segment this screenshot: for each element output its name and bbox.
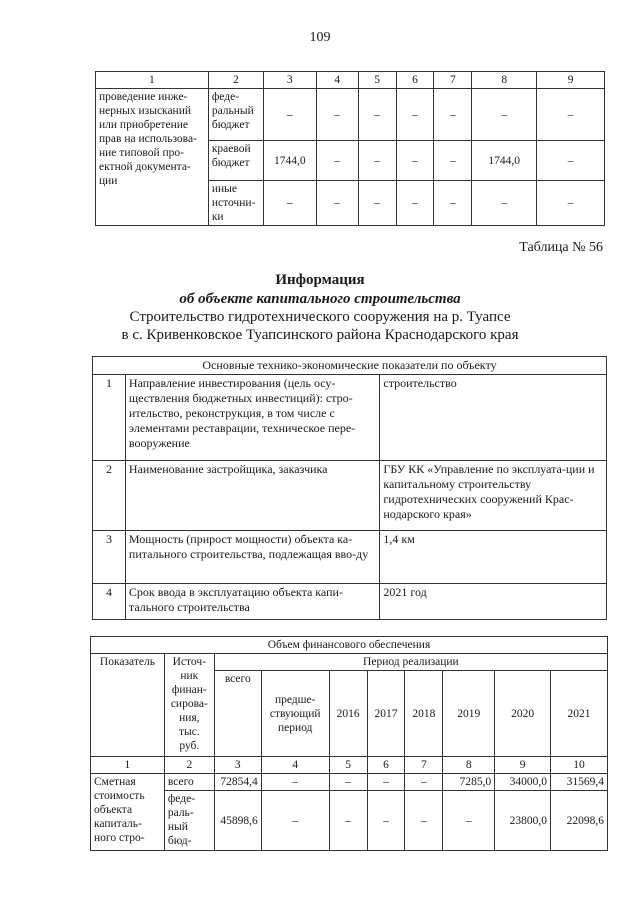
finance-cell: – (405, 791, 443, 851)
finance-num: 8 (443, 757, 495, 774)
finance-col-year: 2018 (405, 671, 443, 757)
finance-col-year: 2019 (443, 671, 495, 757)
top-source-other: иные источни-ки (208, 181, 263, 226)
finance-source-total: всего (164, 774, 214, 791)
finance-cell: – (329, 791, 367, 851)
top-cell: – (396, 89, 434, 141)
top-source-federal: феде-ральный бюджет (208, 89, 263, 141)
finance-cell: 22098,6 (551, 791, 608, 851)
indicator-label: Срок ввода в эксплуатацию объекта капи-тального строительства (125, 584, 379, 620)
indicator-num: 2 (93, 461, 126, 531)
finance-cell: 31569,4 (551, 774, 608, 791)
top-cell: – (263, 89, 316, 141)
finance-col-year: 2016 (329, 671, 367, 757)
top-cell: – (537, 89, 605, 141)
top-header-7: 7 (434, 72, 472, 89)
indicator-num: 1 (93, 375, 126, 461)
top-cell: – (537, 181, 605, 226)
top-cell: – (358, 141, 396, 181)
heading-subtitle: об объекте капитального строительства (179, 291, 461, 307)
top-header-6: 6 (396, 72, 434, 89)
finance-cell: 7285,0 (443, 774, 495, 791)
indicators-title: Основные технико-экономические показатели по объекту (93, 357, 607, 375)
finance-cell: 45898,6 (214, 791, 261, 851)
top-cell: 1744,0 (472, 141, 537, 181)
finance-col-period: Период реализации (214, 654, 607, 671)
finance-cell: – (329, 774, 367, 791)
indicator-value: 1,4 км (380, 531, 607, 584)
indicator-label: Наименование застройщика, заказчика (125, 461, 379, 531)
top-header-5: 5 (358, 72, 396, 89)
heading-object-line1: Строительство гидротехнического сооружения на р. Туапсе (129, 309, 511, 325)
finance-cell: – (261, 774, 329, 791)
heading-object-line2: в с. Кривенковское Туапсинского района Краснодарского края (121, 327, 519, 343)
finance-num: 3 (214, 757, 261, 774)
top-cell: – (396, 141, 434, 181)
indicator-num: 4 (93, 584, 126, 620)
finance-table (90, 636, 608, 851)
top-header-1: 1 (96, 72, 209, 89)
top-cell: – (263, 181, 316, 226)
top-row-label: проведение инже-нерных изысканий или приобретение прав на использова-ние типовой про-ектной документа-ции (96, 89, 209, 226)
top-header-2: 2 (208, 72, 263, 89)
finance-num: 10 (551, 757, 608, 774)
finance-col-prior: предше-ствующий период (261, 671, 329, 757)
table-label: Таблица № 56 (519, 240, 603, 255)
finance-title: Объем финансового обеспечения (91, 637, 608, 654)
finance-col-source: Источ-ник финан-сирова-ния, тыс. руб. (164, 654, 214, 757)
finance-col-year: 2017 (367, 671, 405, 757)
finance-cell: – (367, 791, 405, 851)
heading-title: Информация (275, 272, 365, 288)
finance-col-year: 2021 (551, 671, 608, 757)
finance-cell: – (261, 791, 329, 851)
indicator-label: Направление инвестирования (цель осу-ществления бюджетных инвестиций): стро-ительство, реконструкция, в том числе с элементами реставрации, техническое пере-вооружение (125, 375, 379, 461)
top-cell: – (472, 89, 537, 141)
top-cell: – (358, 89, 396, 141)
finance-col-year: 2020 (495, 671, 551, 757)
finance-source-federal: феде-раль-ный бюд- (164, 791, 214, 851)
finance-num: 5 (329, 757, 367, 774)
finance-num: 7 (405, 757, 443, 774)
indicator-value: ГБУ КК «Управление по эксплуата-ции и капитальному строительству гидротехнических сооружений Крас-нодарского края» (380, 461, 607, 531)
finance-num: 4 (261, 757, 329, 774)
finance-cell: 23800,0 (495, 791, 551, 851)
finance-cell: – (367, 774, 405, 791)
top-header-3: 3 (263, 72, 316, 89)
finance-cell: 72854,4 (214, 774, 261, 791)
top-header-4: 4 (316, 72, 358, 89)
finance-row-label: Сметная стоимость объекта капиталь-ного стро- (91, 774, 165, 851)
finance-cell: 34000,0 (495, 774, 551, 791)
indicator-value: строительство (380, 375, 607, 461)
indicator-value: 2021 год (380, 584, 607, 620)
top-cell: – (472, 181, 537, 226)
top-cell: – (434, 89, 472, 141)
finance-num: 1 (91, 757, 165, 774)
indicator-num: 3 (93, 531, 126, 584)
top-header-8: 8 (472, 72, 537, 89)
top-header-9: 9 (537, 72, 605, 89)
top-cell: 1744,0 (263, 141, 316, 181)
finance-cell: – (405, 774, 443, 791)
top-cell: – (358, 181, 396, 226)
finance-num: 6 (367, 757, 405, 774)
top-cell: – (316, 141, 358, 181)
finance-col-total: всего (214, 671, 261, 757)
finance-col-indicator: Показатель (91, 654, 165, 757)
indicators-table (92, 356, 607, 620)
page-number: 109 (309, 30, 331, 45)
top-cell: – (537, 141, 605, 181)
top-source-regional: краевой бюджет (208, 141, 263, 181)
top-cell: – (434, 181, 472, 226)
top-cell: – (434, 141, 472, 181)
finance-cell: – (443, 791, 495, 851)
top-funding-table (95, 71, 605, 226)
top-cell: – (316, 89, 358, 141)
top-cell: – (396, 181, 434, 226)
finance-num: 2 (164, 757, 214, 774)
indicator-label: Мощность (прирост мощности) объекта ка-питального строительства, подлежащая вво-ду (125, 531, 379, 584)
top-cell: – (316, 181, 358, 226)
finance-num: 9 (495, 757, 551, 774)
